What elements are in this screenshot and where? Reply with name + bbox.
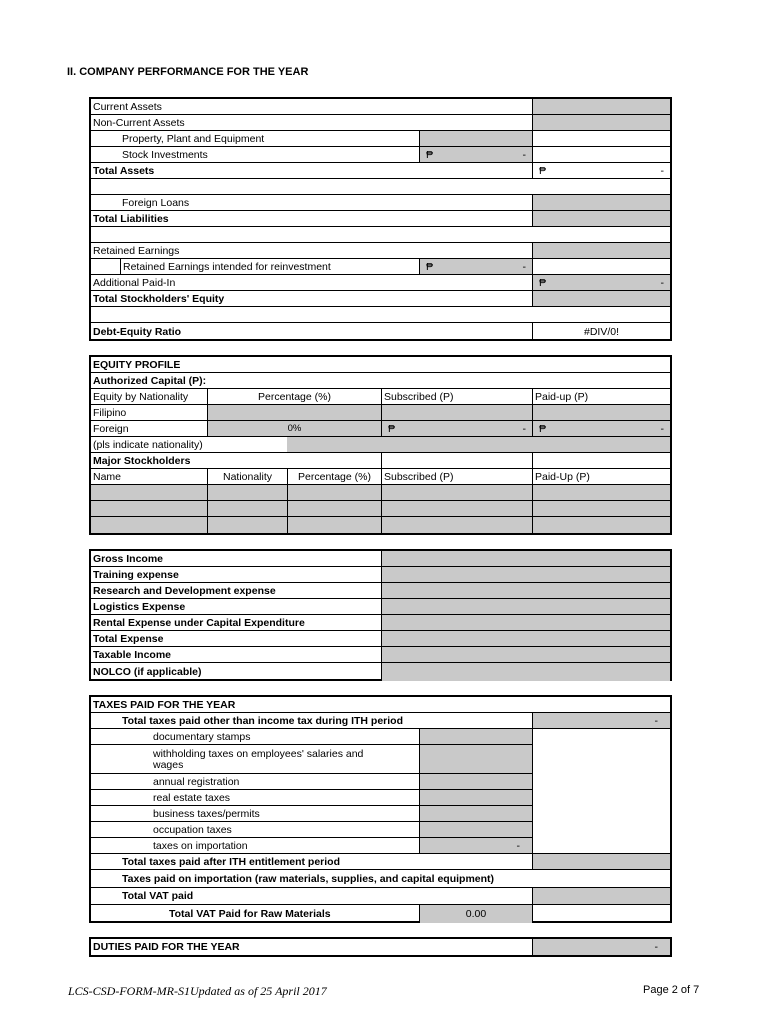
foreign-subscribed[interactable]: ₱ -	[381, 421, 532, 436]
additional-paid-in-label: Additional Paid-In	[93, 276, 176, 289]
real-estate-label: real estate taxes	[153, 792, 231, 804]
major-stockholders-label: Major Stockholders	[93, 454, 191, 467]
non-current-assets-value[interactable]	[532, 115, 670, 130]
total-vat-value[interactable]	[532, 888, 670, 904]
occupation-taxes-label: occupation taxes	[153, 824, 232, 836]
foreign-loans-value[interactable]	[532, 195, 670, 210]
form-code: LCS-CSD-FORM-MR-S1Updated as of 25 April 2017	[68, 984, 327, 998]
equity-profile-table	[89, 355, 672, 535]
stockholder-row	[91, 485, 670, 501]
nationality-input[interactable]	[287, 437, 670, 452]
nationality-header: Nationality	[207, 469, 287, 484]
current-assets-value[interactable]	[532, 99, 670, 114]
annual-registration-value[interactable]	[419, 774, 532, 790]
total-other-taxes-label: Total taxes paid other than income tax during ITH period	[122, 714, 404, 727]
taxes-paid-table	[89, 695, 672, 923]
balance-sheet-table	[89, 97, 672, 341]
by-nationality-header: Equity by Nationality	[93, 390, 189, 403]
foreign-percentage[interactable]: 0%	[207, 421, 381, 436]
taxable-income-value[interactable]	[381, 647, 670, 662]
paid-up2-header: Paid-Up (P)	[532, 469, 670, 484]
total-expense-label: Total Expense	[93, 632, 164, 645]
withholding-value[interactable]	[419, 745, 532, 774]
stock-investments-value[interactable]: ₱ -	[419, 147, 532, 162]
subscribed2-header: Subscribed (P)	[381, 469, 532, 484]
foreign-paid-up[interactable]: ₱ -	[532, 421, 670, 436]
total-vat-label: Total VAT paid	[122, 890, 194, 902]
percentage2-header: Percentage (%)	[287, 469, 381, 484]
taxable-income-label: Taxable Income	[93, 648, 172, 661]
training-expense-label: Training expense	[93, 568, 179, 581]
rnd-expense-value[interactable]	[381, 583, 670, 598]
after-ith-value[interactable]	[532, 854, 670, 869]
rental-expense-value[interactable]	[381, 615, 670, 630]
total-other-taxes-value: -	[532, 713, 670, 728]
gross-income-label: Gross Income	[93, 552, 164, 565]
retained-reinvest-label: Retained Earnings intended for reinvestment	[120, 259, 419, 274]
doc-stamps-label: documentary stamps	[153, 731, 251, 743]
retained-reinvest-value[interactable]: ₱ -	[419, 259, 532, 274]
total-equity-value[interactable]	[532, 291, 670, 306]
business-taxes-label: business taxes/permits	[153, 808, 260, 820]
vat-raw-value[interactable]: 0.00	[419, 905, 532, 923]
occupation-taxes-value[interactable]	[419, 822, 532, 838]
logistics-expense-label: Logistics Expense	[93, 600, 186, 613]
business-taxes-value[interactable]	[419, 806, 532, 822]
total-expense-value[interactable]	[381, 631, 670, 646]
real-estate-value[interactable]	[419, 790, 532, 806]
importation-taxes-label: taxes on importation	[153, 839, 248, 852]
retained-earnings-label: Retained Earnings	[93, 244, 180, 257]
annual-registration-label: annual registration	[153, 776, 240, 788]
income-expense-table	[89, 549, 672, 681]
foreign-label: Foreign	[93, 422, 129, 435]
rental-expense-label: Rental Expense under Capital Expenditure	[93, 616, 305, 629]
stockholder-row	[91, 517, 670, 533]
training-expense-value[interactable]	[381, 567, 670, 582]
debt-equity-label: Debt-Equity Ratio	[93, 326, 182, 338]
gross-income-value[interactable]	[381, 551, 670, 566]
section-title: II. COMPANY PERFORMANCE FOR THE YEAR	[67, 66, 309, 78]
after-ith-label: Total taxes paid after ITH entitlement period	[122, 855, 341, 868]
total-equity-label: Total Stockholders' Equity	[93, 292, 225, 305]
total-assets-value: ₱ -	[532, 163, 670, 178]
total-assets-label: Total Assets	[93, 164, 155, 177]
rnd-expense-label: Research and Development expense	[93, 584, 276, 597]
vat-raw-label: Total VAT Paid for Raw Materials	[169, 908, 331, 920]
retained-earnings-value[interactable]	[532, 243, 670, 258]
filipino-subscribed[interactable]	[381, 405, 532, 420]
total-liabilities-value[interactable]	[532, 211, 670, 226]
subscribed-header: Subscribed (P)	[381, 389, 532, 404]
duties-value[interactable]: -	[532, 939, 670, 955]
debt-equity-value: #DIV/0!	[532, 323, 670, 341]
page-number: Page 2 of 7	[643, 984, 700, 996]
ppe-label: Property, Plant and Equipment	[122, 132, 265, 145]
duties-title: DUTIES PAID FOR THE YEAR	[93, 941, 240, 953]
filipino-paid-up[interactable]	[532, 405, 670, 420]
stock-investments-label: Stock Investments	[122, 148, 208, 161]
logistics-expense-value[interactable]	[381, 599, 670, 614]
duties-paid-table	[89, 937, 672, 957]
authorized-capital-label: Authorized Capital (P):	[93, 374, 207, 387]
equity-profile-title: EQUITY PROFILE	[93, 358, 181, 371]
importation-taxes-value[interactable]: -	[419, 838, 532, 853]
pls-indicate-label: (pls indicate nationality)	[93, 438, 203, 451]
doc-stamps-value[interactable]	[419, 729, 532, 745]
ppe-value[interactable]	[419, 131, 532, 146]
additional-paid-in-value[interactable]: ₱ -	[532, 275, 670, 290]
taxes-title: TAXES PAID FOR THE YEAR	[93, 698, 236, 711]
filipino-label: Filipino	[93, 406, 127, 419]
non-current-assets-label: Non-Current Assets	[93, 116, 185, 129]
name-header: Name	[93, 470, 122, 483]
nolco-label: NOLCO (if applicable)	[93, 666, 202, 678]
percentage-header: Percentage (%)	[207, 389, 381, 404]
paid-up-header: Paid-up (P)	[532, 389, 670, 404]
filipino-percentage[interactable]	[207, 405, 381, 420]
stockholder-row	[91, 501, 670, 517]
current-assets-label: Current Assets	[93, 100, 162, 113]
foreign-loans-label: Foreign Loans	[122, 196, 190, 209]
withholding-label: withholding taxes on employees' salaries and wages	[153, 747, 364, 771]
nolco-value[interactable]	[381, 663, 670, 681]
on-importation-label: Taxes paid on importation (raw materials, supplies, and capital equipment)	[122, 872, 495, 885]
total-liabilities-label: Total Liabilities	[93, 212, 169, 225]
